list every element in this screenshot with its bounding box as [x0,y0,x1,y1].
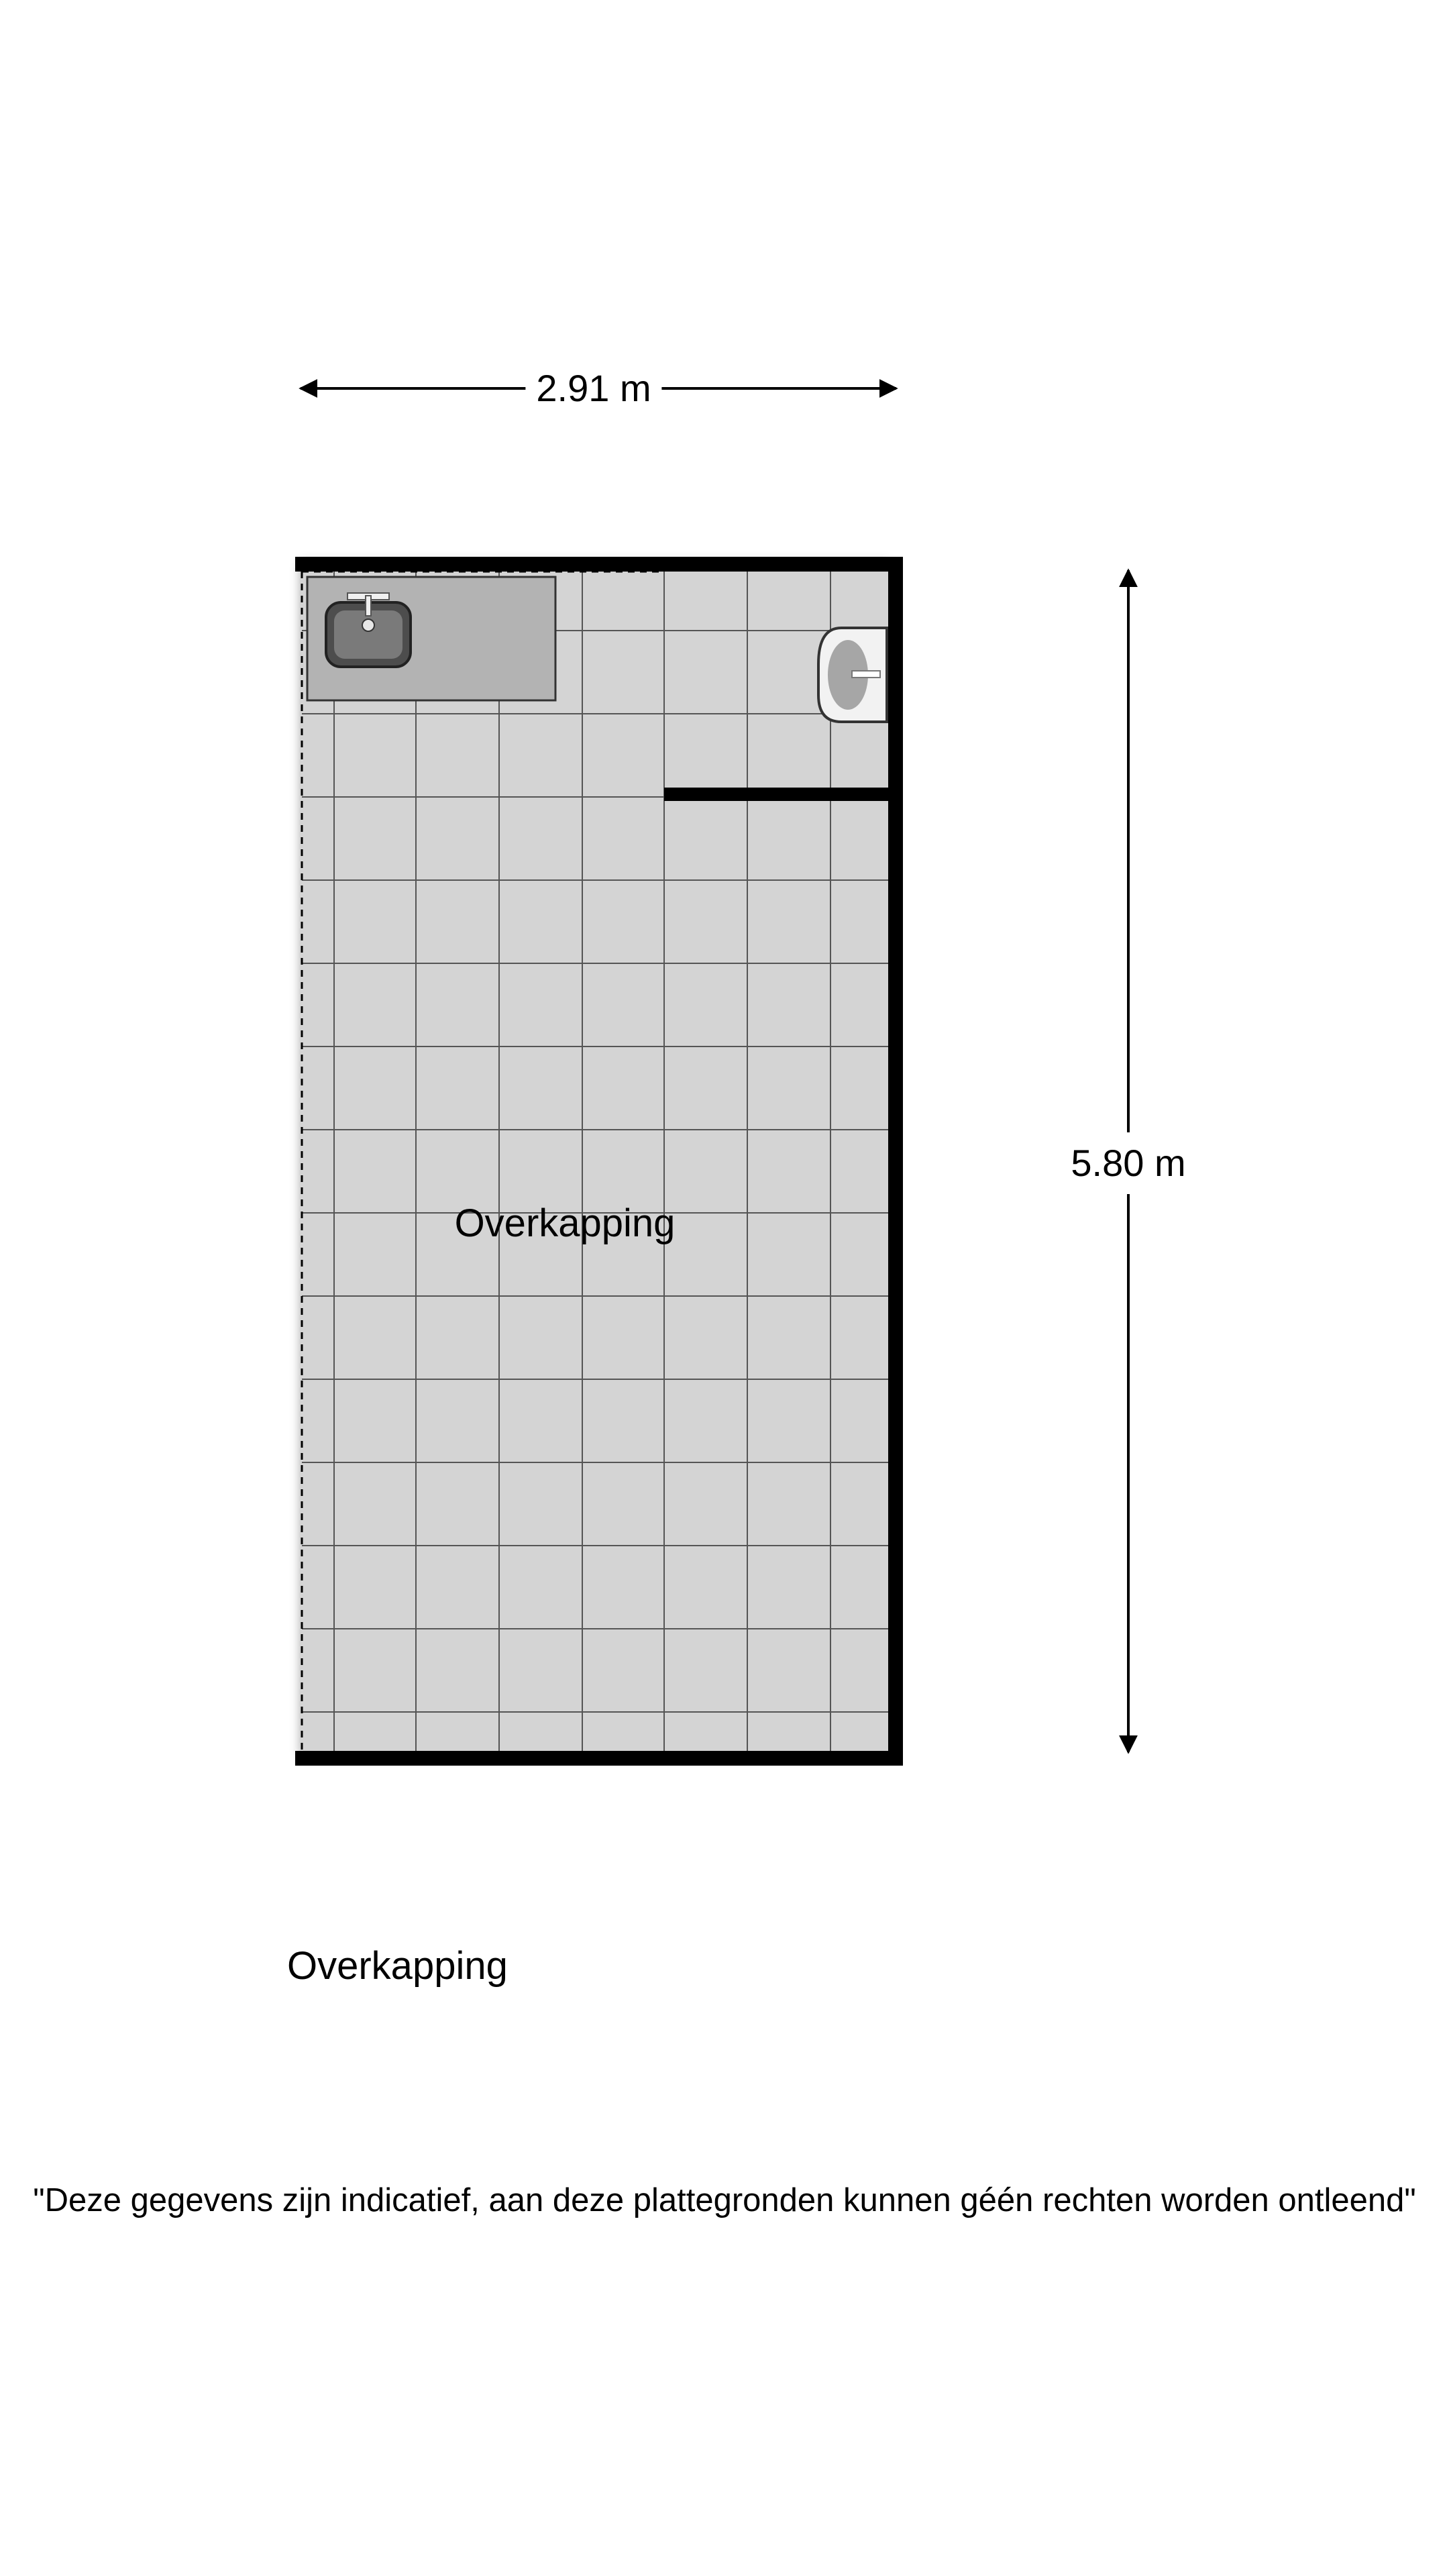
disclaimer-text: "Deze gegevens zijn indicatief, aan deze plattegronden kunnen géén rechten worden ontleend" [33,2182,1416,2218]
toilet-icon [818,628,887,722]
width-dimension-label: 2.91 m [525,370,661,407]
counter-top [307,577,555,700]
floor-title: Overkapping [287,1944,508,1988]
height-dimension-label: 5.80 m [1065,1132,1191,1194]
wall-right [888,557,903,1764]
room-label: Overkapping [454,1201,676,1245]
wall-top [295,557,903,572]
wall-partition [664,788,888,801]
room-floor [301,562,888,1756]
sink-icon [326,593,411,667]
wall-bottom [295,1751,903,1766]
